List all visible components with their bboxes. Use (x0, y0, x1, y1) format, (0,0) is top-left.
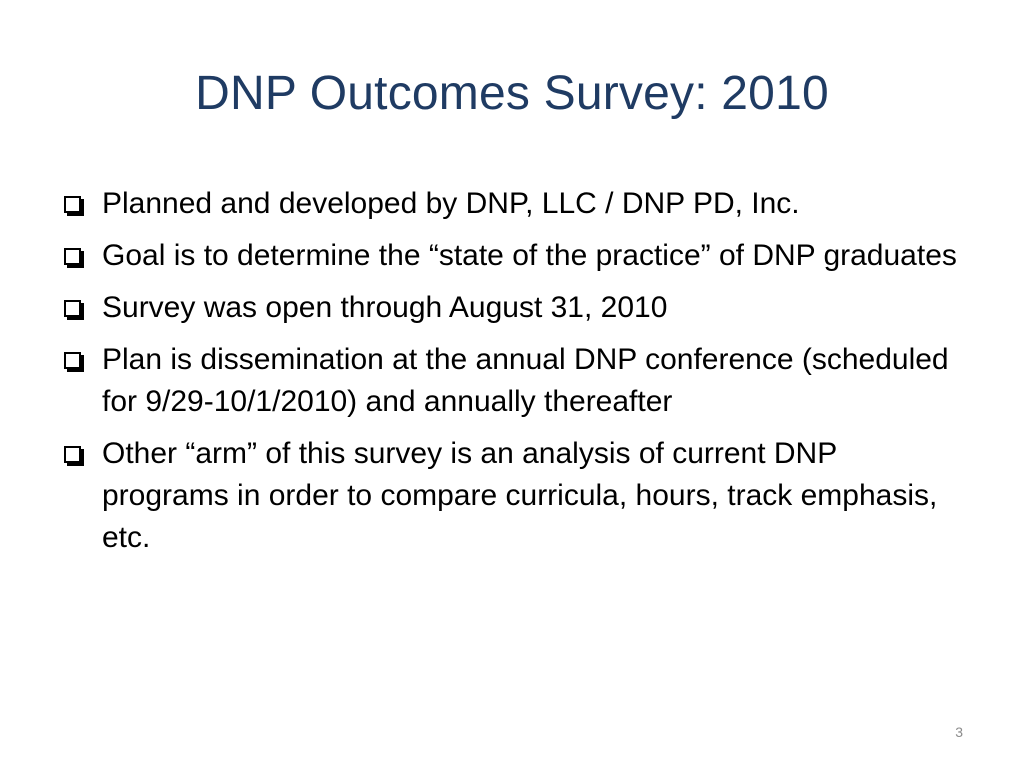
checkbox-icon (64, 300, 81, 317)
bullet-list (64, 183, 964, 569)
bullet-text: Goal is to determine the “state of the practice” of DNP graduates (102, 239, 957, 272)
bullet-item (64, 433, 964, 559)
bullet-item (64, 287, 964, 329)
bullet-text: Planned and developed by DNP, LLC / DNP PD, Inc. (102, 187, 800, 220)
page-number: 3 (955, 724, 963, 740)
bullet-text: Survey was open through August 31, 2010 (102, 291, 668, 324)
bullet-item (64, 183, 964, 225)
bullet-item (64, 339, 964, 423)
bullet-text: Plan is dissemination at the annual DNP conference (scheduled for 9/29-10/1/2010) and annually thereafter (102, 343, 949, 418)
slide-title: DNP Outcomes Survey: 2010 (195, 67, 829, 120)
checkbox-icon (64, 446, 81, 463)
checkbox-icon (64, 248, 81, 265)
checkbox-icon (64, 352, 81, 369)
bullet-item (64, 235, 964, 277)
checkbox-icon (64, 196, 81, 213)
bullet-text: Other “arm” of this survey is an analysis of current DNP programs in order to compare curricula, hours, track emphasis, etc. (102, 437, 938, 554)
